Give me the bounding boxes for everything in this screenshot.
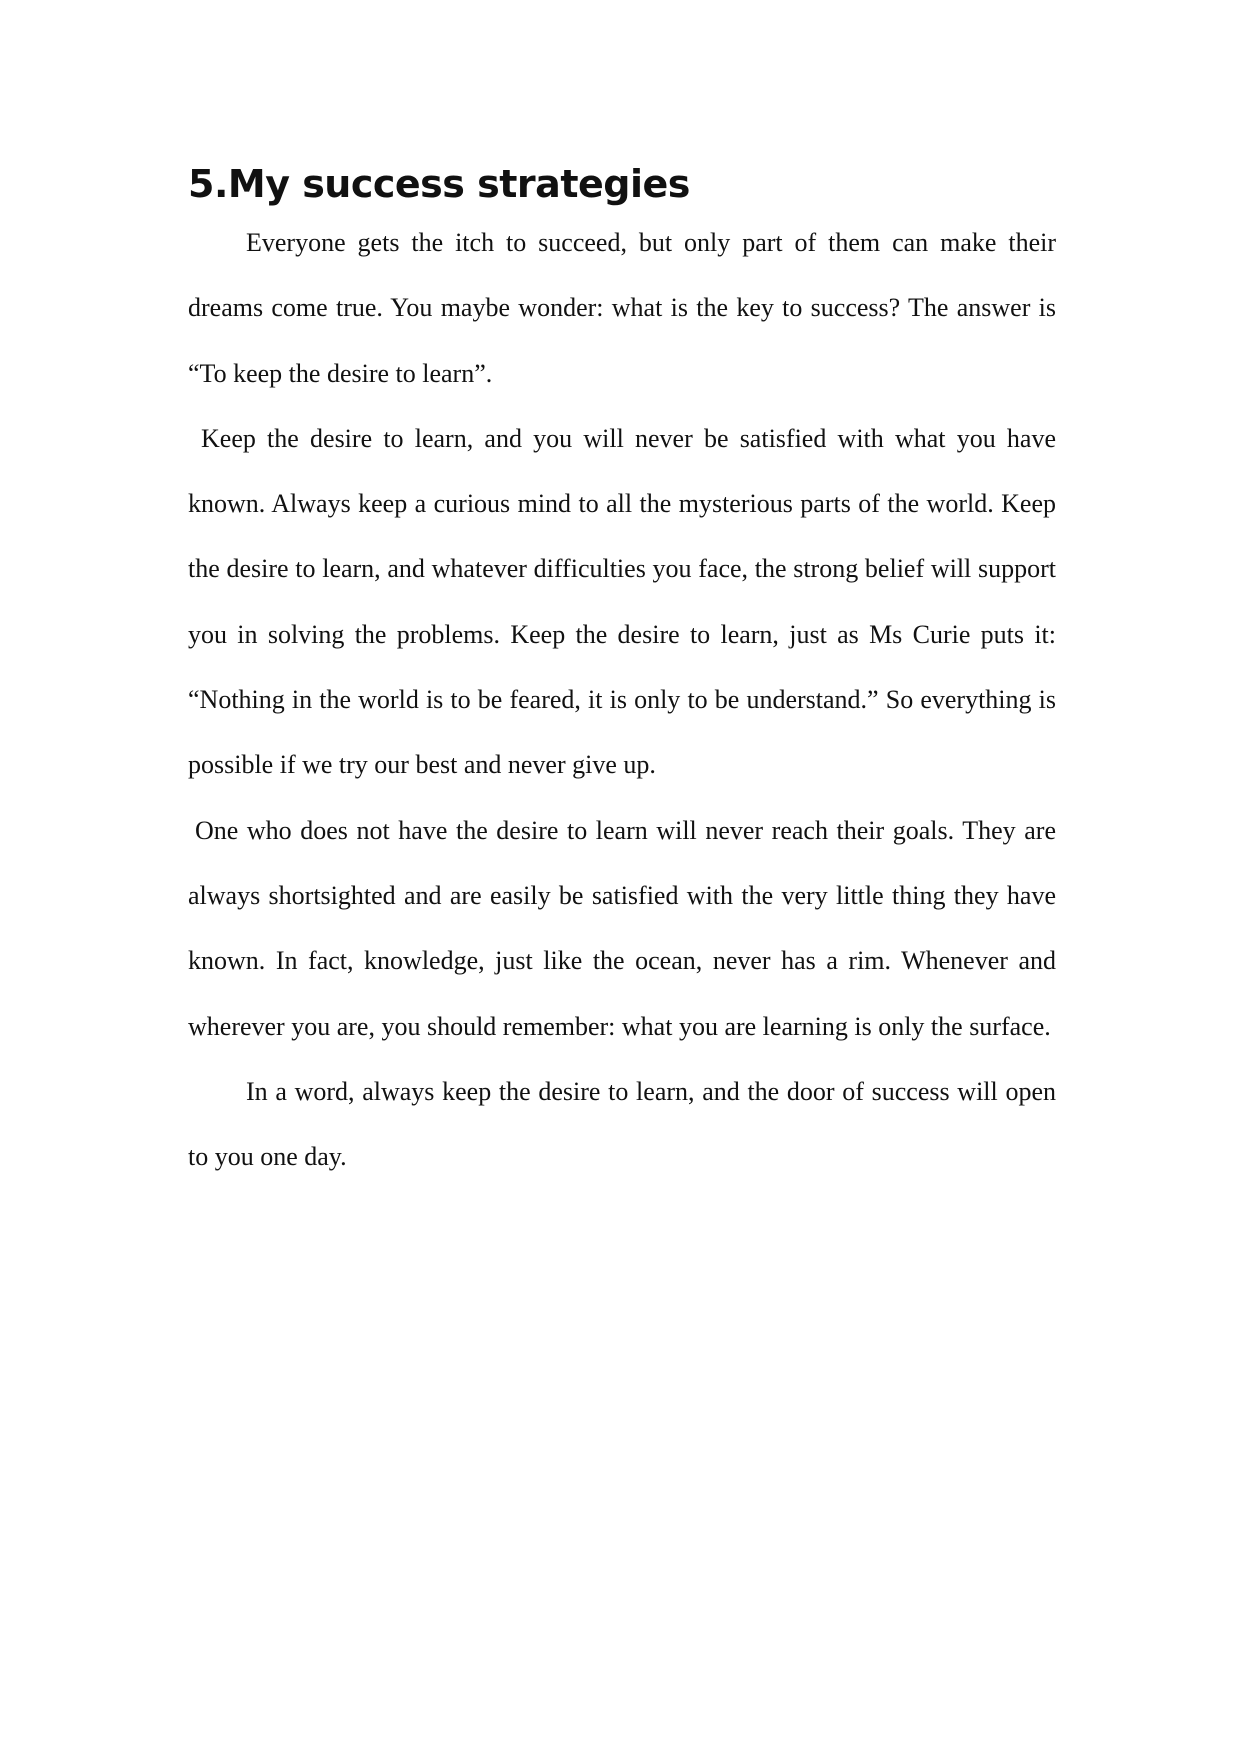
document-body [188, 158, 1056, 1189]
paragraph-keep-desire: Keep the desire to learn, and you will never be satisfied with what you have known. Always keep a curious mind to all the mysterious parts of the world. Keep the desire to learn, and whatever difficulties you face, the strong belief will support you in solving the problems. Keep the desire to learn, just as Ms Curie puts it: “Nothing in the world is to be feared, it is only to be understand.” So everything is possible if we try our best and never give up. [188, 423, 1056, 780]
paragraph-no-desire: One who does not have the desire to learn will never reach their goals. They are always shortsighted and are easily be satisfied with the very little thing they have known. In fact, knowledge, just like the ocean, never has a rim. Whenever and wherever you are, you should remember: what you are learning is only the surface. [188, 815, 1056, 1041]
document-title: 5.My success strategies [188, 162, 690, 206]
paragraph-conclusion: In a word, always keep the desire to learn, and the door of success will open to you one day. [188, 1076, 1056, 1172]
paragraph-intro: Everyone gets the itch to succeed, but only part of them can make their dreams come true. You maybe wonder: what is the key to success? The answer is “To keep the desire to learn”. [188, 228, 1056, 388]
